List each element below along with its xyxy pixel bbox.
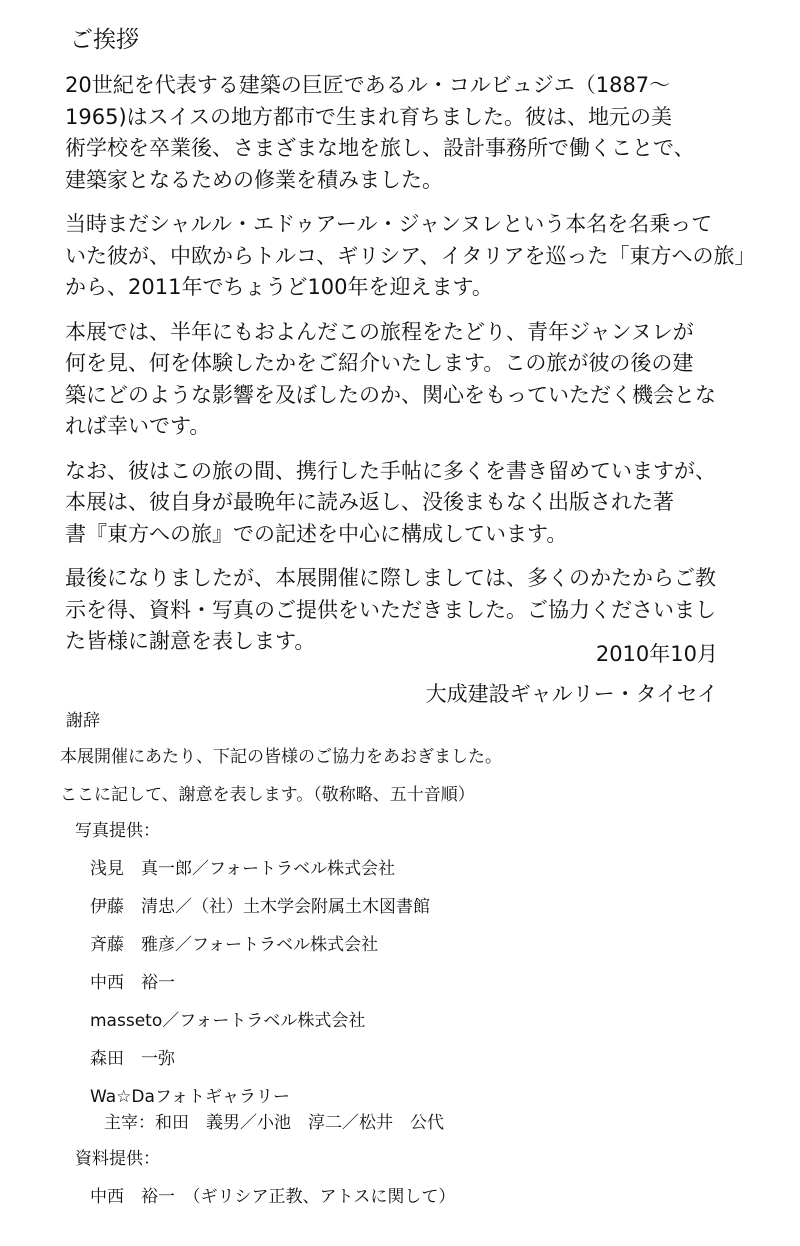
text-line: 示を得、資料・写真のご提供をいただきました。ご協力くださいまし [65, 597, 716, 622]
acknowledgments-title: 謝辞 [66, 711, 100, 731]
greeting-date: 2010年10月 [595, 642, 718, 666]
material-credits-label: 資料提供： [75, 1149, 160, 1169]
text-line: 築にどのような影響を及ぼしたのか、関心をもっていただく機会とな [65, 382, 716, 407]
text-line: 術学校を卒業後、さまざまな地を旅し、設計事務所で働くことで、 [65, 136, 695, 160]
greeting-organization: 大成建設ギャルリー・タイセイ [425, 682, 718, 706]
greeting-title: ご挨拶 [70, 27, 139, 53]
acknowledgments-intro: ここに記して、謝意を表します。（敬称略、五十音順） [60, 785, 475, 805]
text-line: 当時まだシャルル・エドゥアール・ジャンヌレという本名を名乗って [65, 212, 713, 236]
acknowledgments-section [60, 708, 760, 1210]
text-line: た皆様に謝意を表します。 [65, 629, 316, 653]
acknowledgments-intro: 本展開催にあたり、下記の皆様のご協力をあおぎました。 [60, 747, 502, 767]
greeting-paragraph [65, 317, 745, 443]
text-line: 建築家となるための修業を積みました。 [65, 167, 443, 192]
greeting-paragraph [65, 456, 745, 551]
greeting-paragraph [65, 209, 756, 304]
text-line: 書『東方への旅』での記述を中心に構成しています。 [65, 521, 568, 546]
credit-item: 中西 裕一 [90, 973, 175, 993]
credit-item: 斉藤 雅彦／フォートラベル株式会社 [90, 935, 379, 955]
text-line: 本展では、半年にもおよんだこの旅程をたどり、青年ジャンヌレが [65, 319, 694, 344]
text-line: 最後になりましたが、本展開催に際しましては、多くのかたからご教 [65, 566, 716, 590]
credit-item: 森田 一弥 [90, 1049, 175, 1069]
gallery-credit-sub: 主宰：和田 義男／小池 淳二／松井 公代 [104, 1113, 444, 1133]
credit-item: masseto／フォートラベル株式会社 [90, 1011, 366, 1031]
text-line: いた彼が、中欧からトルコ、ギリシア、イタリアを巡った「東方への旅」 [65, 243, 756, 268]
greeting-paragraph [65, 70, 745, 196]
text-line: から、2011年でちょうど100年を迎えます。 [65, 275, 493, 299]
photo-credits-list [60, 856, 760, 1110]
credit-item: 中西 裕一 （ギリシア正教、アトスに関して） [90, 1187, 456, 1207]
gallery-credit: Wa☆Daフォトギャラリー [90, 1087, 291, 1107]
greeting-body [65, 70, 756, 671]
credit-item: 浅見 真一郎／フォートラベル株式会社 [90, 859, 396, 879]
text-line: 20世紀を代表する建築の巨匠であるル・コルビュジエ（1887〜 [65, 73, 671, 97]
text-line: 何を見、何を体験したかをご紹介いたします。この旅が彼の後の建 [65, 351, 694, 375]
text-line: 本展は、彼自身が最晩年に読み返し、没後まもなく出版された著 [65, 490, 674, 514]
material-credits-list [60, 1184, 760, 1210]
text-line: れば幸いです。 [65, 414, 211, 438]
credit-item: 伊藤 清忠／（社）土木学会附属土木図書館 [90, 897, 430, 917]
photo-credits-label: 写真提供： [75, 821, 160, 841]
text-line: 1965)はスイスの地方都市で生まれ育ちました。彼は、地元の美 [65, 104, 673, 129]
text-line: なお、彼はこの旅の間、携行した手帖に多くを書き留めていますが、 [65, 458, 716, 483]
